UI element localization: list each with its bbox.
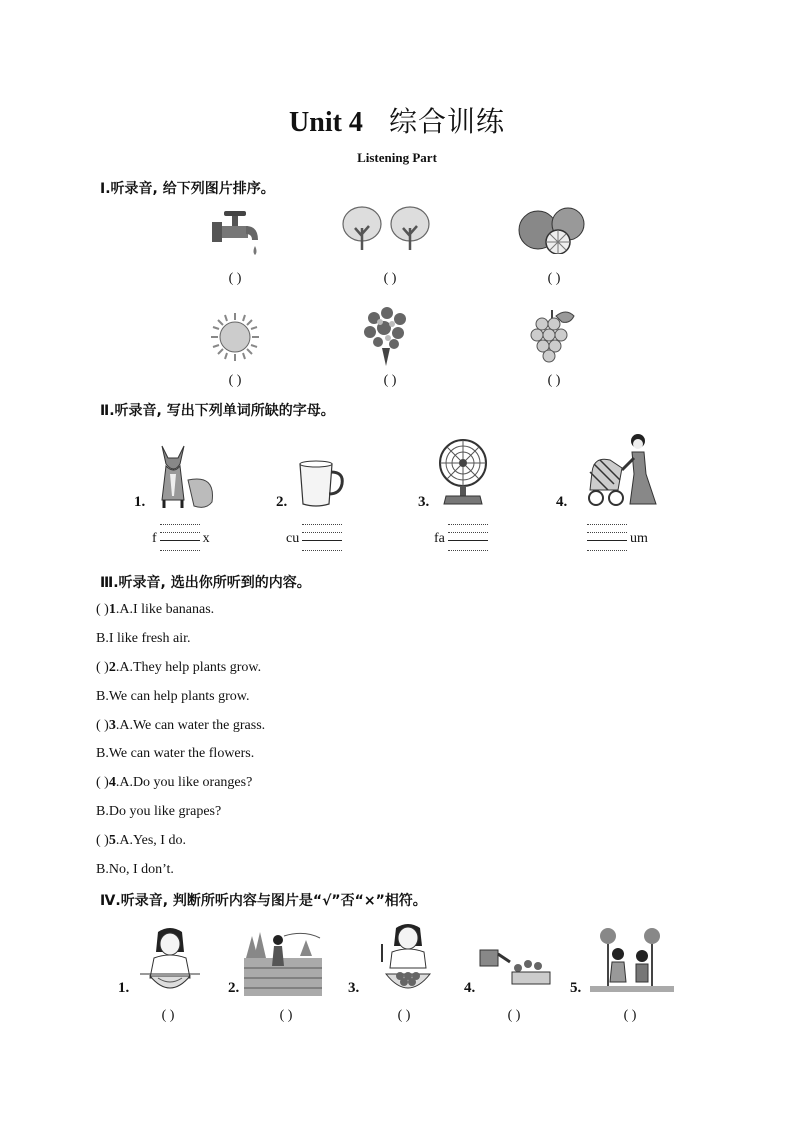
s2-num-2: 2. [276, 494, 288, 510]
q3-option-a: .A.We can water the grass. [115, 718, 266, 733]
s4-num-3: 3. [348, 980, 360, 996]
suffix-1: x [202, 531, 210, 547]
tap-icon [208, 208, 264, 260]
trees-icon [340, 206, 436, 252]
q5-num: 5 [108, 833, 116, 848]
s4-paren-1[interactable]: ( ) [161, 1008, 175, 1023]
page-title [0, 100, 794, 140]
cup-icon [296, 460, 348, 508]
q3-paren[interactable]: ( ) [96, 718, 109, 733]
section2-heading: Ⅱ.听录音, 写出下列单词所缺的字母。 [100, 403, 335, 419]
subtitle: Listening Part [357, 150, 437, 165]
q1-option-a: .A.I like bananas. [115, 602, 215, 617]
q2-paren[interactable]: ( ) [96, 660, 109, 675]
q4-option-a: .A.Do you like oranges? [115, 775, 253, 790]
q3-num: 3 [108, 718, 116, 733]
title-en: Unit 4 [289, 107, 363, 138]
sun-icon [210, 312, 260, 362]
q5-option-a: .A.Yes, I do. [115, 833, 186, 848]
section1-heading: Ⅰ.听录音, 给下列图片排序。 [100, 181, 275, 197]
title-cn: 综合训练 [388, 107, 505, 138]
q4-num: 4 [108, 775, 116, 790]
q4-paren[interactable]: ( ) [96, 775, 109, 790]
woman-field-icon [244, 926, 322, 996]
fan-icon [436, 438, 490, 508]
q3-a [96, 718, 265, 734]
paren-2[interactable]: ( ) [383, 271, 397, 286]
q1-a [96, 602, 214, 618]
blank-2[interactable] [302, 524, 342, 554]
prefix-3: fa [434, 531, 445, 547]
s2-num-4: 4. [556, 494, 568, 510]
s4-num-1: 1. [118, 980, 130, 996]
q1-option-b: B.I like fresh air. [96, 631, 191, 646]
s4-paren-4[interactable]: ( ) [507, 1008, 521, 1023]
q3-option-b: B.We can water the flowers. [96, 746, 255, 761]
section3-heading: Ⅲ.听录音, 选出你所听到的内容。 [100, 575, 311, 591]
q4-a [96, 775, 252, 791]
s2-word-4 [584, 524, 648, 554]
suffix-4: um [630, 531, 648, 547]
q2-option-b: B.We can help plants grow. [96, 689, 250, 704]
prefix-1: f [152, 531, 157, 547]
section4-heading: Ⅳ.听录音, 判断所听内容与图片是“√”否“×”相符。 [100, 893, 427, 909]
girl-eating-icon [140, 926, 200, 998]
q5-option-b: B.No, I don’t. [96, 862, 174, 877]
grapes-icon [526, 306, 578, 364]
flowers-icon [362, 306, 412, 368]
s4-num-5: 5. [570, 980, 582, 996]
oranges-icon [518, 206, 586, 254]
q2-option-a: .A.They help plants grow. [115, 660, 262, 675]
mum-icon [584, 432, 660, 510]
fox-icon [150, 440, 218, 512]
q2-num: 2 [108, 660, 116, 675]
paren-5[interactable]: ( ) [383, 373, 397, 388]
paren-1[interactable]: ( ) [228, 271, 242, 286]
s4-paren-5[interactable]: ( ) [623, 1008, 637, 1023]
girl-fruit-icon [376, 922, 440, 996]
blank-3[interactable] [448, 524, 488, 554]
q4-option-b: B.Do you like grapes? [96, 804, 222, 819]
blank-1[interactable] [160, 524, 200, 554]
q2-a [96, 660, 261, 676]
watering-can-icon [476, 942, 552, 986]
s2-num-3: 3. [418, 494, 430, 510]
prefix-2: cu [286, 531, 300, 547]
s2-num-1: 1. [134, 494, 146, 510]
q5-a [96, 833, 186, 849]
blank-4[interactable] [587, 524, 627, 554]
paren-4[interactable]: ( ) [228, 373, 242, 388]
s4-num-2: 2. [228, 980, 240, 996]
s4-paren-3[interactable]: ( ) [397, 1008, 411, 1023]
q5-paren[interactable]: ( ) [96, 833, 109, 848]
s4-num-4: 4. [464, 980, 476, 996]
paren-3[interactable]: ( ) [547, 271, 561, 286]
s2-word-1 [152, 524, 210, 554]
q1-num: 1 [108, 602, 116, 617]
kids-planting-icon [590, 926, 674, 994]
paren-6[interactable]: ( ) [547, 373, 561, 388]
s4-paren-2[interactable]: ( ) [279, 1008, 293, 1023]
s2-word-2 [286, 524, 345, 554]
s2-word-3 [434, 524, 491, 554]
q1-paren[interactable]: ( ) [96, 602, 109, 617]
